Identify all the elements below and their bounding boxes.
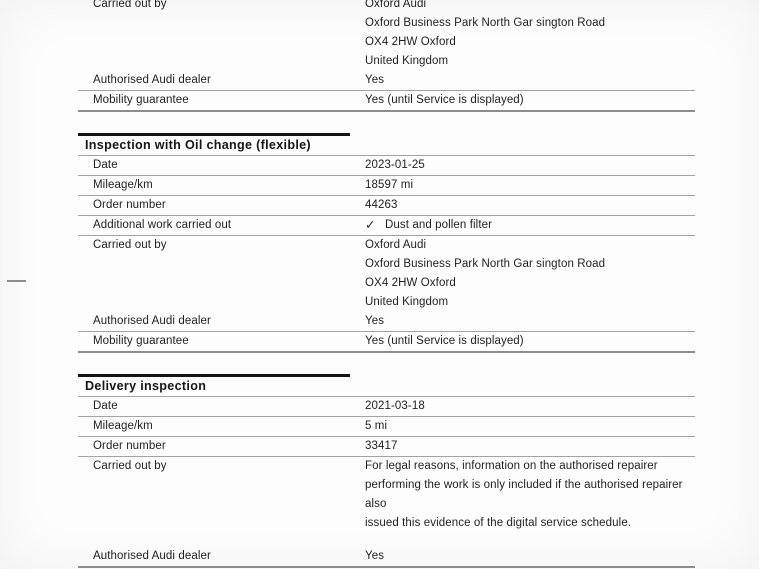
table-row-date (78, 156, 695, 176)
row-label: Authorised Audi dealer (93, 74, 211, 86)
service-entry-section-delivery (78, 374, 695, 568)
row-label: Order number (93, 199, 166, 211)
row-label: Date (93, 400, 118, 412)
section-heading (78, 133, 695, 156)
table-row-authorised-dealer (78, 547, 695, 568)
row-label: Date (93, 159, 118, 171)
row-value: 33417 (365, 440, 398, 452)
dealer-street: Oxford Business Park North Gar sington Road (365, 17, 606, 29)
row-label: Mileage/km (93, 179, 153, 191)
table-row-mobility-guarantee (78, 91, 695, 112)
dealer-country: United Kingdom (365, 296, 449, 308)
service-entry-section-partial (78, 0, 695, 112)
legal-note-line: issued this evidence of the digital service schedule. (365, 517, 632, 529)
row-value: Yes (365, 315, 385, 327)
row-value: 5 mi (365, 420, 388, 432)
row-label: Order number (93, 440, 166, 452)
additional-work-item: Dust and pollen filter (385, 219, 493, 231)
row-label: Additional work carried out (93, 219, 232, 231)
table-row-authorised-dealer (78, 312, 695, 332)
section-title: Delivery inspection (78, 377, 695, 397)
row-value: 2021-03-18 (365, 400, 425, 412)
row-label: Authorised Audi dealer (93, 315, 211, 327)
row-label: Mileage/km (93, 420, 153, 432)
dealer-country: United Kingdom (365, 55, 449, 67)
row-value (365, 236, 695, 312)
row-label: Mobility guarantee (93, 94, 189, 106)
dealer-name: Oxford Audi (365, 239, 427, 251)
table-row-carried-out-by (78, 236, 695, 312)
table-row-date (78, 397, 695, 417)
service-record-table (78, 0, 695, 568)
section-title: Inspection with Oil change (flexible) (78, 136, 695, 156)
row-value: 2023-01-25 (365, 159, 425, 171)
row-value: Yes (365, 550, 385, 562)
dealer-city: OX4 2HW Oxford (365, 277, 456, 289)
dealer-city: OX4 2HW Oxford (365, 36, 456, 48)
table-row-mileage (78, 176, 695, 196)
page-margin-marker (7, 280, 26, 282)
table-row-mileage (78, 417, 695, 437)
table-row-order-number (78, 437, 695, 457)
row-value: Yes (until Service is displayed) (365, 335, 524, 347)
row-label: Carried out by (93, 460, 167, 472)
table-row-carried-out-by (78, 0, 695, 71)
dealer-name: Oxford Audi (365, 0, 427, 10)
row-value: Yes (365, 74, 385, 86)
table-row-additional-work (78, 216, 695, 236)
row-value: 44263 (365, 199, 398, 211)
dealer-street: Oxford Business Park North Gar sington Road (365, 258, 606, 270)
row-label: Authorised Audi dealer (93, 550, 211, 562)
section-heading (78, 374, 695, 397)
table-row-carried-out-by (78, 457, 695, 533)
legal-note-line: For legal reasons, information on the authorised repairer (365, 460, 658, 472)
row-value (365, 216, 695, 235)
legal-note-line: performing the work is only included if the authorised repairer also (365, 479, 683, 510)
row-value (365, 0, 695, 71)
row-value: Yes (until Service is displayed) (365, 94, 524, 106)
row-value (365, 457, 695, 533)
row-label: Mobility guarantee (93, 335, 189, 347)
row-value: 18597 mi (365, 179, 414, 191)
row-label: Carried out by (93, 239, 167, 251)
service-entry-section-inspection (78, 133, 695, 353)
checkmark-icon: ✓ (365, 218, 376, 232)
table-row-mobility-guarantee (78, 332, 695, 353)
row-label: Carried out by (93, 0, 167, 10)
table-row-authorised-dealer (78, 71, 695, 91)
table-row-order-number (78, 196, 695, 216)
